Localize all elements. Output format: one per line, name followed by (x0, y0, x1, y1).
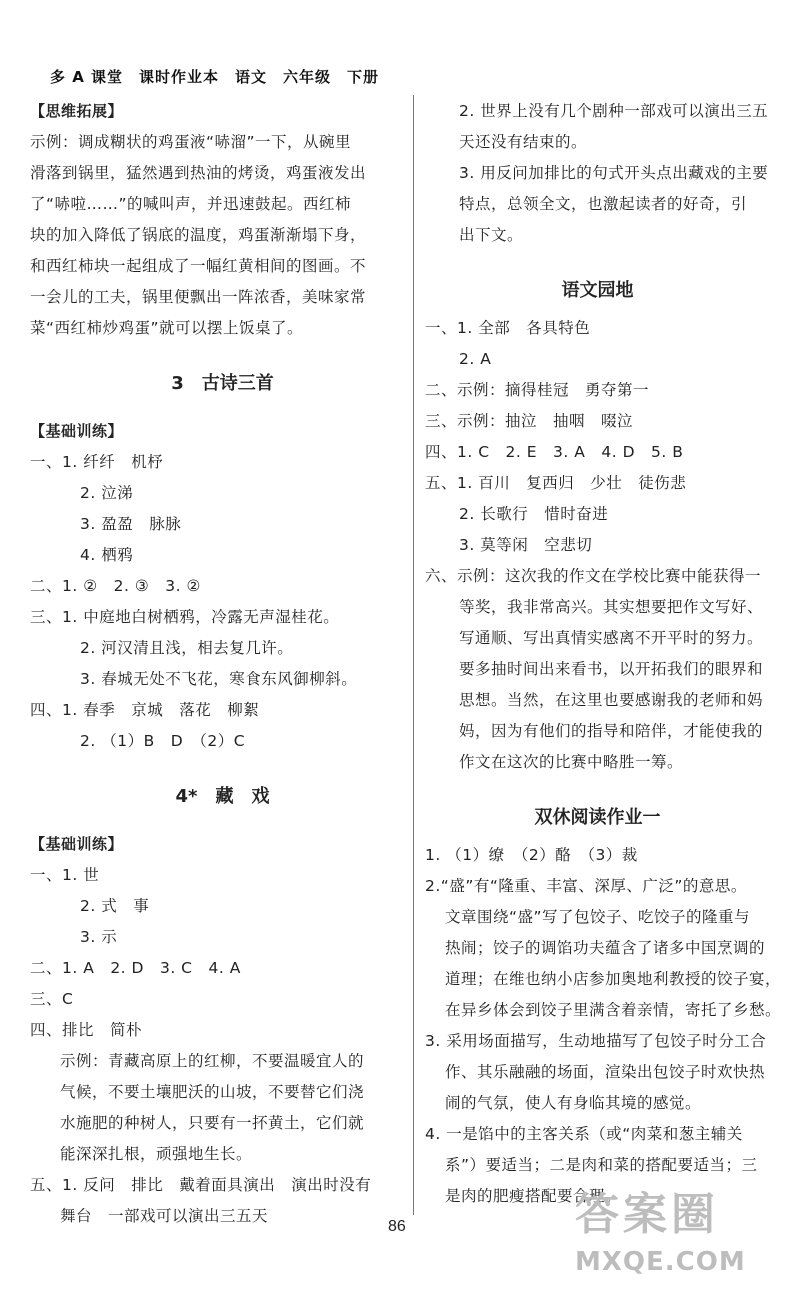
page-number: 86 (388, 1218, 406, 1235)
answer-line: 等奖，我非常高兴。其实想要把作文写好、 (459, 598, 764, 616)
watermark-text-en: MXQE.COM (575, 1247, 746, 1277)
answer-line: 2. （1）B D （2）C (80, 732, 246, 750)
answer-line: 一、1. 纤纤 机杼 (30, 453, 164, 471)
answer-line: 作、其乐融融的场面，渲染出包饺子时欢快热 (445, 1063, 766, 1081)
spacer (30, 819, 415, 829)
answer-line: 2. 泣涕 (80, 484, 134, 502)
answer-line: 四、1. C 2. E 3. A 4. D 5. B (425, 443, 684, 461)
section-title: 语文园地 (561, 280, 634, 301)
subsection-label: 【基础训练】 (30, 422, 124, 440)
answer-line: 了“哧啦……”的喊叫声，并迅速鼓起。西红柿 (30, 195, 352, 213)
answer-line: 闹的气氛，使人有身临其境的感觉。 (445, 1094, 702, 1112)
watermark-logo (575, 1185, 770, 1290)
answer-line: 是肉的肥瘦搭配要合理。 (445, 1187, 622, 1205)
answer-line: 六、示例：这次我的作文在学校比赛中能获得一 (425, 567, 762, 585)
answer-line: 三、1. 中庭地白树栖鸦，冷露无声湿桂花。 (30, 608, 340, 626)
answer-line: 妈，因为有他们的指导和陪伴，才能使我的 (459, 722, 764, 740)
answer-line: 3. 用反问加排比的句式开头点出藏戏的主要 (459, 164, 769, 182)
answer-line: 水施肥的种树人，只要有一抔黄土，它们就 (60, 1114, 365, 1132)
answer-line: 块的加入降低了锅底的温度，鸡蛋渐渐塌下身， (30, 226, 367, 244)
answer-line: 热闹；饺子的调馅功夫蕴含了诸多中国烹调的 (445, 939, 766, 957)
answer-line: 2. 河汉清且浅，相去复几许。 (80, 639, 294, 657)
answer-line: 二、1. ② 2. ③ 3. ② (30, 577, 201, 595)
answer-line: 出下文。 (459, 226, 524, 244)
subsection-label: 【基础训练】 (30, 835, 124, 853)
answer-line: 2. A (459, 350, 492, 368)
book-header: 多 A 课堂 课时作业本 语文 六年级 下册 (50, 68, 380, 86)
answer-line: 4. 栖鸦 (80, 546, 134, 564)
answer-line: 4. 一是馅中的主客关系（或“肉菜和葱主辅关 (425, 1125, 743, 1143)
answer-line: 道理；在维也纳小店参加奥地利教授的饺子宴， (445, 970, 782, 988)
answer-line: 2. 长歌行 惜时奋进 (459, 505, 609, 523)
answer-line: 2. 世界上没有几个剧种一部戏可以演出三五 (459, 102, 769, 120)
subsection-label: 【思维拓展】 (30, 102, 124, 120)
answer-line: 3. 莫等闲 空悲切 (459, 536, 593, 554)
answer-line: 文章围绕“盛”写了包饺子、吃饺子的隆重与 (445, 908, 751, 926)
spacer (425, 778, 770, 796)
answer-line: 五、1. 百川 复西归 少壮 徒伤悲 (425, 474, 687, 492)
answer-line: 思想。当然，在这里也要感谢我的老师和妈 (459, 691, 764, 709)
answer-line: 示例：调成糊状的鸡蛋液“哧溜”一下，从碗里 (30, 133, 352, 151)
answer-line: 3. 采用场面描写，生动地描写了包饺子时分工合 (425, 1032, 767, 1050)
answer-line: 菜“西红柿炒鸡蛋”就可以摆上饭桌了。 (30, 319, 304, 337)
answer-line: 和西红柿块一起组成了一幅红黄相间的图画。不 (30, 257, 367, 275)
answer-line: 二、1. A 2. D 3. C 4. A (30, 959, 241, 977)
spacer (30, 344, 415, 362)
answer-line: 2.“盛”有“隆重、丰富、深厚、广泛”的意思。 (425, 877, 747, 895)
answer-line: 四、排比 简朴 (30, 1021, 143, 1039)
answer-line: 能深深扎根，顽强地生长。 (60, 1145, 253, 1163)
answer-line: 气候，不要土壤肥沃的山坡，不要替它们浇 (60, 1083, 365, 1101)
spacer (30, 406, 415, 416)
answer-line: 在异乡体会到饺子里满含着亲情，寄托了乡愁。 (445, 1001, 782, 1019)
spacer (425, 251, 770, 269)
answer-line: 3. 盈盈 脉脉 (80, 515, 182, 533)
answer-line: 示例：青藏高原上的红柳，不要温暖宜人的 (60, 1052, 365, 1070)
answer-line: 天还没有结束的。 (459, 133, 588, 151)
section-title: 4* 藏 戏 (175, 786, 270, 807)
answer-line: 二、示例：摘得桂冠 勇夺第一 (425, 381, 650, 399)
answer-line: 1. （1）缭 （2）酪 （3）裁 (425, 846, 638, 864)
answer-line: 作文在这次的比赛中略胜一筹。 (459, 753, 684, 771)
answer-line: 写通顺、写出真情实感离不开平时的努力。 (459, 629, 764, 647)
answer-line: 滑落到锅里，猛然遇到热油的烤烫，鸡蛋液发出 (30, 164, 367, 182)
column-divider (413, 95, 414, 1215)
right-column (425, 96, 782, 1212)
answer-line: 舞台 一部戏可以演出三五天 (60, 1207, 269, 1225)
section-title: 3 古诗三首 (171, 373, 274, 394)
answer-line: 一会儿的工夫，锅里便飘出一阵浓香，美味家常 (30, 288, 367, 306)
answer-line: 一、1. 全部 各具特色 (425, 319, 591, 337)
answer-line: 要多抽时间出来看书，以开拓我们的眼界和 (459, 660, 764, 678)
answer-line: 3. 示 (80, 928, 118, 946)
answer-line: 四、1. 春季 京城 落花 柳絮 (30, 701, 260, 719)
answer-line: 3. 春城无处不飞花，寒食东风御柳斜。 (80, 670, 358, 688)
watermark-text-cn: 答案圈 (575, 1189, 719, 1240)
answer-line: 三、示例：抽泣 抽咽 啜泣 (425, 412, 634, 430)
answer-line: 一、1. 世 (30, 866, 100, 884)
left-column (30, 96, 415, 1232)
answer-line: 特点，总领全文，也激起读者的好奇，引 (459, 195, 748, 213)
answer-line: 2. 式 事 (80, 897, 150, 915)
section-title: 双休阅读作业一 (534, 807, 661, 828)
answer-line: 系”）要适当；二是肉和菜的搭配要适当；三 (445, 1156, 758, 1174)
spacer (30, 757, 415, 775)
answer-line: 五、1. 反问 排比 戴着面具演出 演出时没有 (30, 1176, 372, 1194)
answer-line: 三、C (30, 990, 74, 1008)
